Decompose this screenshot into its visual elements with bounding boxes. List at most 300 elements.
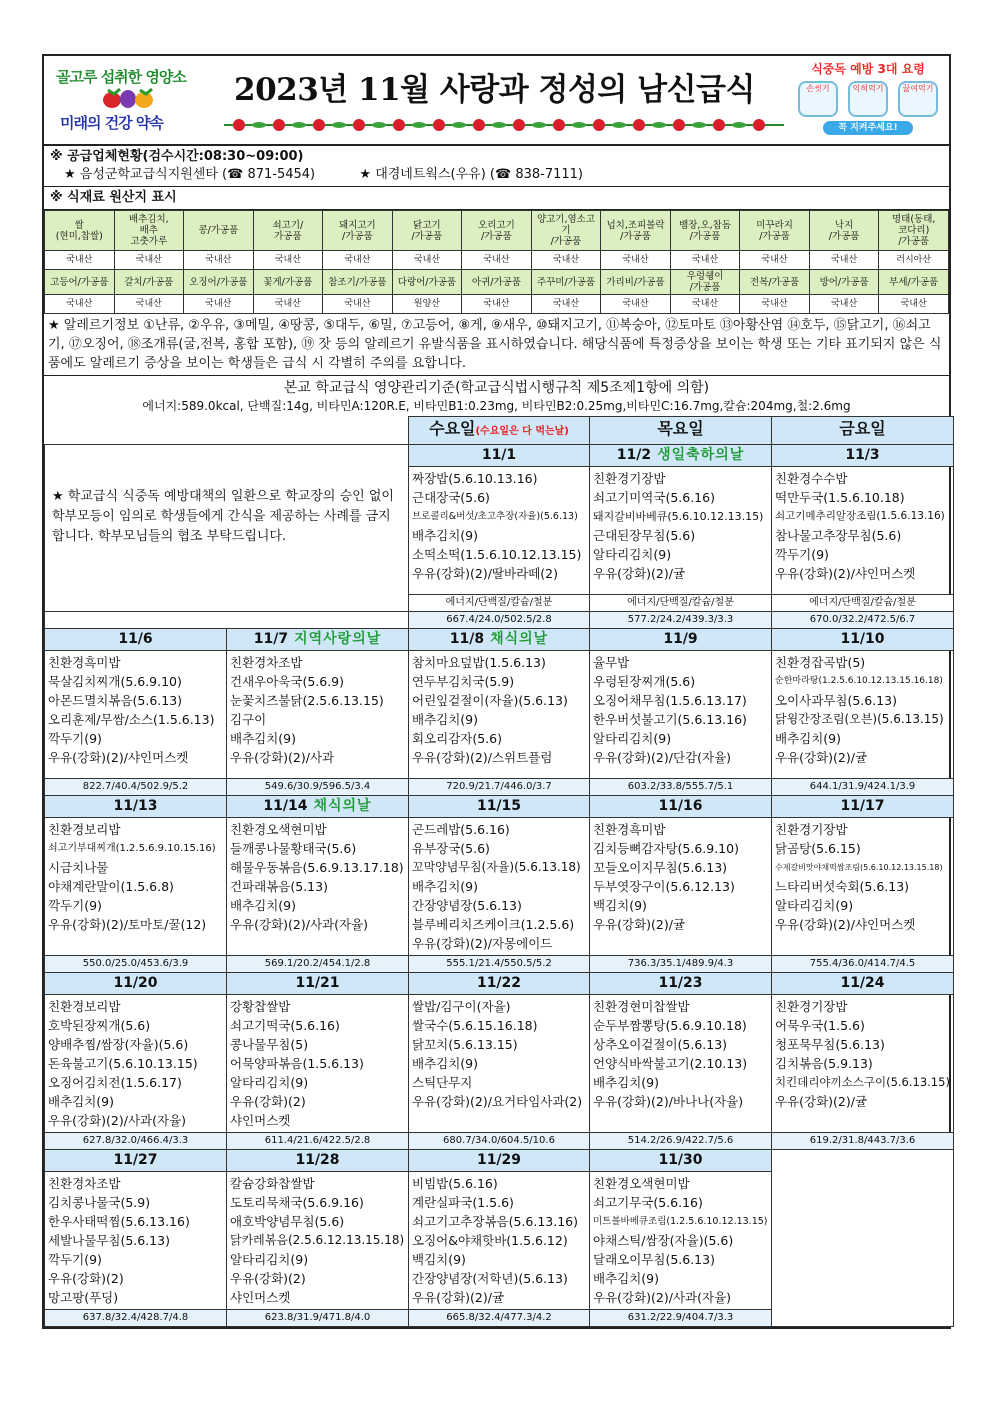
menu-item: 알타리김치(9) xyxy=(230,1075,309,1090)
origin-table xyxy=(44,210,949,314)
menu-item: 두부엿장구이(5.6.12.13) xyxy=(593,879,735,894)
menu-item: 오징어&야채핫바(1.5.6.12) xyxy=(412,1233,568,1248)
nutrition-value: 822.7/40.4/502.9/5.2 xyxy=(45,779,227,796)
date-label: 11/15 xyxy=(476,798,522,814)
menu-item: 꼬막양념무침(자율)(5.6.13.18) xyxy=(412,860,581,874)
origin-country: 원양산 xyxy=(392,295,462,314)
menu-cell xyxy=(772,467,954,595)
menu-item: 아몬드멸치볶음(5.6.13) xyxy=(48,693,183,708)
menu-cell xyxy=(590,818,772,956)
menu-item: 알타리김치(9) xyxy=(230,1252,309,1267)
origin-item: 낙지 /가공품 xyxy=(809,211,879,251)
origin-country: 국내산 xyxy=(809,295,879,314)
menu-item: 오징어채무침(1.5.6.13.17) xyxy=(593,693,747,708)
day-friday: 금요일 xyxy=(772,417,954,445)
origin-item: 가리비/가공품 xyxy=(601,270,671,295)
nutrition-value: 627.8/32.0/466.4/3.3 xyxy=(45,1133,227,1150)
origin-country: 국내산 xyxy=(114,295,184,314)
menu-cell xyxy=(409,1172,590,1310)
logo-line1: 골고루 섭취한 영양소 xyxy=(56,68,186,86)
origin-item: 고등어/가공품 xyxy=(45,270,115,295)
menu-item: 깍두기(9) xyxy=(48,898,102,913)
nutrition-value: 514.2/26.9/422.7/5.6 xyxy=(590,1133,772,1150)
origin-item: 갈치/가공품 xyxy=(114,270,184,295)
menu-item: 친환경보리밥 xyxy=(48,999,121,1014)
supplier-item: ★ 음성군학교급식지원센타 (☎ 871-5454) xyxy=(64,167,316,182)
menu-item: 친환경보리밥 xyxy=(48,822,121,837)
date-label: 11/1 xyxy=(481,447,517,463)
origin-item: 참조기/가공품 xyxy=(323,270,393,295)
menu-cell xyxy=(590,651,772,779)
menu-cell xyxy=(409,818,590,956)
menu-item: 돈육불고기(5.6.10.13.15) xyxy=(48,1056,198,1071)
menu-item: 도토리묵채국(5.6.9.16) xyxy=(230,1195,364,1210)
origin-item: 양고기,염소고기 /가공품 xyxy=(531,211,601,251)
menu-item: 우유(강화)(2)/스위트플럼 xyxy=(412,750,553,765)
menu-item: 쇠고기고추장볶음(5.6.13.16) xyxy=(412,1214,578,1229)
menu-item: 칼슘강화찹쌀밥 xyxy=(230,1176,315,1191)
menu-item: 쇠고기부대찌개(1.2.5.6.9.10.15.16) xyxy=(48,843,216,854)
menu-item: 우유(강화)(2)/단감(자율) xyxy=(593,750,732,765)
nutrition-value: 667.4/24.0/502.5/2.8 xyxy=(409,612,590,629)
origin-item: 배추김치, 배추 고춧가루 xyxy=(114,211,184,251)
week-nutrition-row xyxy=(45,779,954,796)
origin-country: 국내산 xyxy=(740,251,810,270)
origin-section xyxy=(44,187,949,210)
menu-item: 언양식바싹불고기(2.10.13) xyxy=(593,1056,748,1071)
menu-item: 들깨콩나물황태국(5.6) xyxy=(230,841,357,856)
menu-item: 오징어김치전(1.5.6.17) xyxy=(48,1075,182,1090)
menu-item: 깍두기(9) xyxy=(48,731,102,746)
nutrition-standard-title: 본교 학교급식 영양관리기준(학교급식법시행규칙 제5조제1항에 의함) xyxy=(283,380,710,396)
date-label: 11/13 xyxy=(113,798,158,814)
menu-item: 건파래볶음(5.13) xyxy=(230,879,328,894)
menu-item: 유부장국(5.6) xyxy=(412,841,490,856)
date-header xyxy=(590,1150,772,1172)
menu-item: 세발나물무침(5.6.13) xyxy=(48,1233,170,1248)
menu-item: 백김치(9) xyxy=(412,1252,466,1267)
menu-cell xyxy=(45,818,227,956)
menu-item: 샤인머스켓 xyxy=(230,1290,291,1305)
date-header xyxy=(227,629,409,651)
day-thursday: 목요일 xyxy=(590,417,772,445)
menu-item: 김치볶음(5.9.13) xyxy=(775,1056,873,1071)
menu-item: 쌀밥/김구이(자율) xyxy=(412,999,511,1014)
menu-item: 김구이 xyxy=(230,712,267,727)
menu-item: 야채계란말이(1.5.6.8) xyxy=(48,879,174,894)
menu-item: 쇠고기무국(5.6.16) xyxy=(593,1195,703,1210)
origin-item: 넙치,조피볼락 /가공품 xyxy=(601,211,671,251)
menu-item: 한우버섯불고기(5.6.13.16) xyxy=(593,712,747,727)
event-label: 채식의날 xyxy=(313,798,372,814)
origin-country: 러시아산 xyxy=(879,251,949,270)
menu-item: 닭카레볶음(2.5.6.12.13.15.18) xyxy=(230,1233,405,1247)
menu-item: 친환경흑미밥 xyxy=(593,822,666,837)
menu-item: 친환경흑미밥 xyxy=(48,655,121,670)
week-date-row xyxy=(45,796,954,818)
menu-item: 우유(강화)(2)/딸바라떼(2) xyxy=(412,566,558,581)
date-label: 11/20 xyxy=(113,975,158,991)
menu-item: 야채스틱/쌈장(자율)(5.6) xyxy=(593,1233,734,1248)
date-header xyxy=(409,973,590,995)
menu-item: 알타리김치(9) xyxy=(593,731,672,746)
menu-item: 배추김치(9) xyxy=(230,731,297,746)
menu-item: 청포묵무침(5.6.13) xyxy=(775,1037,885,1052)
origin-item: 방어/가공품 xyxy=(809,270,879,295)
menu-cell xyxy=(409,651,590,779)
menu-item: 율무밥 xyxy=(593,655,630,670)
menu-item: 친환경오색현미밥 xyxy=(593,1176,690,1191)
nutrition-header: 에너지/단백질/칼슘/철분 xyxy=(409,595,590,612)
nutrition-standard-values: 에너지:589.0kcal, 단백질:14g, 비타민A:120R.E, 비타민B1:0.23mg, 비타민B2:0.25mg,비타민C:16.7mg,칼슘:204mg,철:2.6mg xyxy=(142,399,851,413)
origin-item: 미꾸라지 /가공품 xyxy=(740,211,810,251)
date-header xyxy=(227,796,409,818)
nutrition-value: 720.9/21.7/446.0/3.7 xyxy=(409,779,590,796)
origin-item: 꽃게/가공품 xyxy=(253,270,323,295)
origin-item: 오리고기 /가공품 xyxy=(462,211,532,251)
date-label: 11/6 xyxy=(118,631,153,647)
menu-cell xyxy=(227,995,409,1133)
menu-item: 배추김치(9) xyxy=(412,879,479,894)
menu-item: 애호박양념무침(5.6) xyxy=(230,1214,345,1229)
menu-item: 눈꽃치즈불닭(2.5.6.13.15) xyxy=(230,693,384,708)
menu-cell xyxy=(45,1172,227,1310)
menu-cell xyxy=(45,995,227,1133)
menu-item: 참치마요덮밥(1.5.6.13) xyxy=(412,655,546,670)
nutrition-value: 631.2/22.9/404.7/3.3 xyxy=(590,1310,772,1327)
menu-item: 우유(강화)(2)/귤 xyxy=(775,1094,868,1109)
date-label: 11/9 xyxy=(663,631,698,647)
menu-item: 비빔밥(5.6.16) xyxy=(412,1176,498,1191)
nutrition-value: 680.7/34.0/604.5/10.6 xyxy=(409,1133,590,1150)
menu-cell xyxy=(45,651,227,779)
origin-item: 다랑어/가공품 xyxy=(392,270,462,295)
logo-line2: 미래의 건강 약속 xyxy=(60,114,163,132)
menu-item: 우유(강화)(2)/사과(자율) xyxy=(593,1290,732,1305)
menu-item: 꼬들오이지무침(5.6.13) xyxy=(593,860,728,875)
menu-table xyxy=(44,416,954,1327)
nutrition-value: 555.1/21.4/550.5/5.2 xyxy=(409,956,590,973)
menu-item: 쇠고기떡국(5.6.16) xyxy=(230,1018,340,1033)
origin-country: 국내산 xyxy=(323,295,393,314)
menu-item: 계란실파국(1.5.6) xyxy=(412,1195,514,1210)
menu-item: 떡만두국(1.5.6.10.18) xyxy=(775,490,905,505)
menu-cell xyxy=(590,995,772,1133)
menu-item: 달래오이무침(5.6.13) xyxy=(593,1252,715,1267)
menu-item: 어묵우국(1.5.6) xyxy=(775,1018,865,1033)
menu-item: 배추김치(9) xyxy=(412,528,479,543)
supplier-list xyxy=(44,166,949,186)
menu-item: 닭윙간장조림(오븐)(5.6.13.15) xyxy=(775,712,944,726)
date-label: 11/14 xyxy=(263,798,308,814)
supplier-section xyxy=(44,146,949,187)
menu-item: 배추김치(9) xyxy=(48,1094,115,1109)
menu-item: 우유(강화)(2)/샤인머스켓 xyxy=(775,566,916,581)
nutrition-value: 549.6/30.9/596.5/3.4 xyxy=(227,779,409,796)
origin-country: 국내산 xyxy=(740,295,810,314)
date-label: 11/17 xyxy=(840,798,885,814)
blank-cell xyxy=(45,612,409,629)
menu-item: 해물우동볶음(5.6.9.13.17.18) xyxy=(230,860,404,875)
menu-item: 친환경차조밥 xyxy=(230,655,303,670)
date-label: 11/2 xyxy=(616,447,652,463)
menu-item: 짜장밥(5.6.10.13.16) xyxy=(412,471,538,486)
nutrition-value: 736.3/35.1/489.9/4.3 xyxy=(590,956,772,973)
menu-item: 양배추찜/쌈장(자율)(5.6) xyxy=(48,1037,189,1052)
origin-country: 국내산 xyxy=(601,295,671,314)
nutrition-value: 603.2/33.8/555.7/5.1 xyxy=(590,779,772,796)
origin-country: 국내산 xyxy=(253,251,323,270)
event-label: 생일축하의날 xyxy=(657,447,745,463)
menu-item: 배추김치(9) xyxy=(775,731,842,746)
nutrition-standard xyxy=(44,376,949,416)
nutrition-value: 577.2/24.2/439.3/3.3 xyxy=(590,612,772,629)
menu-item: 우렁된장찌개(5.6) xyxy=(593,674,696,689)
menu-item: 친환경기장밥 xyxy=(775,822,848,837)
origin-item: 부세/가공품 xyxy=(879,270,949,295)
nutrition-value: 611.4/21.6/422.5/2.8 xyxy=(227,1133,409,1150)
menu-item: 우유(강화)(2)/바나나(자율) xyxy=(593,1094,744,1109)
origin-country: 국내산 xyxy=(184,251,254,270)
menu-item: 깍두기(9) xyxy=(775,547,829,562)
menu-item: 친환경차조밥 xyxy=(48,1176,121,1191)
nutrition-value: 550.0/25.0/453.6/3.9 xyxy=(45,956,227,973)
menu-item: 우유(강화)(2)/샤인머스켓 xyxy=(775,917,916,932)
menu-item: 배추김치(9) xyxy=(230,898,297,913)
menu-item: 배추김치(9) xyxy=(593,1271,660,1286)
menu-item: 백김치(9) xyxy=(593,898,647,913)
menu-item: 어묵양파볶음(1.5.6.13) xyxy=(230,1056,364,1071)
menu-item: 김치콩나물국(5.9) xyxy=(48,1195,151,1210)
date-header xyxy=(772,629,954,651)
menu-cell xyxy=(409,995,590,1133)
date-label: 11/7 xyxy=(253,631,289,647)
origin-item: 쌀 (현미,찹쌀) xyxy=(45,211,115,251)
menu-item: 닭꼬치(5.6.13.15) xyxy=(412,1037,518,1052)
menu-item: 참나물고추장무침(5.6) xyxy=(775,528,902,543)
rules-title: 식중독 예방 3대 요령 xyxy=(811,62,925,76)
date-label: 11/30 xyxy=(658,1152,703,1168)
menu-item: 미트볼바베큐조림(1.2.5.6.10.12.13.15) xyxy=(593,1216,768,1227)
vegetables-icon xyxy=(100,86,160,110)
menu-item: 우유(강화)(2)/사과(자율) xyxy=(230,917,369,932)
week-nutrition-row xyxy=(45,1133,954,1150)
origin-country: 국내산 xyxy=(670,295,740,314)
event-label: 채식의날 xyxy=(490,631,549,647)
origin-country: 국내산 xyxy=(601,251,671,270)
menu-item: 알타리김치(9) xyxy=(593,547,672,562)
origin-item: 콩/가공품 xyxy=(184,211,254,251)
date-header xyxy=(772,796,954,818)
date-label: 11/28 xyxy=(295,1152,340,1168)
nutrition-value: 755.4/36.0/414.7/4.5 xyxy=(772,956,954,973)
notice-cell xyxy=(45,445,409,612)
snack-notice: ★ 학교급식 식중독 예방대책의 일환으로 학교장의 승인 없이 학부모등이 임의로 학생들에게 간식을 제공하는 사례를 금지합니다. 학부모님들의 협조 부탁드립니다. xyxy=(52,489,394,544)
menu-item: 우유(강화)(2)/귤 xyxy=(775,750,868,765)
menu-item: 우유(강화)(2)/귤 xyxy=(412,1290,505,1305)
menu-cell xyxy=(227,1172,409,1310)
menu-item: 한우사태떡찜(5.6.13.16) xyxy=(48,1214,190,1229)
nutrition-value: 665.8/32.4/477.3/4.2 xyxy=(409,1310,590,1327)
menu-item: 배추김치(9) xyxy=(593,1075,660,1090)
origin-country: 국내산 xyxy=(462,251,532,270)
menu-item: 우유(강화)(2) xyxy=(48,1271,124,1286)
menu-sheet xyxy=(42,54,951,1329)
menu-item: 우유(강화)(2)/사과(자율) xyxy=(48,1113,187,1128)
menu-item: 닭곰탕(5.6.15) xyxy=(775,841,861,856)
menu-item: 순두부짬뽕탕(5.6.9.10.18) xyxy=(593,1018,747,1033)
date-label: 11/23 xyxy=(658,975,703,991)
page-title: 2023년 11월 사랑과 정성의 남신급식 xyxy=(234,72,755,108)
menu-cell xyxy=(227,651,409,779)
date-header xyxy=(409,1150,590,1172)
menu-cell xyxy=(772,995,954,1133)
date-label: 11/10 xyxy=(840,631,885,647)
menu-item: 오리훈제/무쌈/소스(1.5.6.13) xyxy=(48,712,215,727)
date-label: 11/8 xyxy=(449,631,485,647)
menu-item: 어린잎겉절이(자율)(5.6.13) xyxy=(412,693,568,708)
origin-country: 국내산 xyxy=(670,251,740,270)
menu-item: 간장양념장(5.6.13) xyxy=(412,898,522,913)
menu-item: 콩나물무침(5) xyxy=(230,1037,309,1052)
menu-cell xyxy=(772,818,954,956)
allergy-info: ★ 알레르기정보 ①난류, ②우유, ③메밀, ④땅콩, ⑤대두, ⑥밀, ⑦고등어, ⑧게, ⑨새우, ⑩돼지고기, ⑪복숭아, ⑫토마토 ⑬아황산염 ⑭호두, ⑮닭고기, ⑯쇠고기, ⑰오징어, ⑱조개류(굴,전복, 홍합 포함), ⑲ 잣 등의 알레르기 유발식품을 표시하였습니다. 해당식품에 특정증상을 보이는 학생 또는 기타 표기되지 않은 식품에도 알레르기 증상을 보이는 학생들은 급식 시 각별히 주의를 요합니다. xyxy=(44,314,949,376)
day-wednesday: 수요일(수요일은 다 먹는날) xyxy=(409,417,590,445)
date-header xyxy=(772,973,954,995)
date-label: 11/21 xyxy=(295,975,340,991)
menu-item: 샤인머스켓 xyxy=(230,1113,291,1128)
week-menu-row xyxy=(45,995,954,1133)
date-label: 11/24 xyxy=(840,975,885,991)
nutrition-value: 623.8/31.9/471.8/4.0 xyxy=(227,1310,409,1327)
supplier-item: ★ 대경네트웍스(우유) (☎ 838-7111) xyxy=(359,167,583,182)
menu-item: 친환경잡곡밥(5) xyxy=(775,655,866,670)
event-label: 지역사랑의날 xyxy=(294,631,382,647)
menu-item: 순한마라탕(1.2.5.6.10.12.13.15.16.18) xyxy=(775,676,943,686)
nutrition-value: 619.2/31.8/443.7/3.6 xyxy=(772,1133,954,1150)
origin-country: 국내산 xyxy=(809,251,879,270)
origin-country: 국내산 xyxy=(45,295,115,314)
menu-item: 쌀국수(5.6.15.16.18) xyxy=(412,1018,538,1033)
menu-item: 알타리김치(9) xyxy=(775,898,854,913)
origin-item: 주꾸미/가공품 xyxy=(531,270,601,295)
menu-item: 곤드레밥(5.6.16) xyxy=(412,822,510,837)
origin-country: 국내산 xyxy=(45,251,115,270)
menu-item: 우유(강화)(2)/사과 xyxy=(230,750,335,765)
date-header xyxy=(409,629,590,651)
menu-cell xyxy=(227,818,409,956)
date-header xyxy=(227,973,409,995)
origin-item: 닭고기 /가공품 xyxy=(392,211,462,251)
date-label: 11/27 xyxy=(113,1152,158,1168)
menu-item: 오이사과무침(5.6.13) xyxy=(775,693,897,708)
date-header xyxy=(227,1150,409,1172)
origin-item: 명태(동태, 코다리) /가공품 xyxy=(879,211,949,251)
menu-item: 스틱단무지 xyxy=(412,1075,473,1090)
menu-item: 간장양념장(저학년)(5.6.13) xyxy=(412,1271,568,1286)
date-header xyxy=(590,629,772,651)
menu-item: 우유(강화)(2)/샤인머스켓 xyxy=(48,750,189,765)
menu-cell xyxy=(409,467,590,595)
menu-item: 상추오이겉절이(5.6.13) xyxy=(593,1037,728,1052)
blank-cell xyxy=(45,417,409,445)
date-header xyxy=(590,445,772,467)
blank-cell xyxy=(772,1150,954,1327)
rules-banner: 꼭 지켜주세요! xyxy=(823,121,913,135)
origin-country: 국내산 xyxy=(114,251,184,270)
origin-country: 국내산 xyxy=(253,295,323,314)
nutrition-value: 637.8/32.4/428.7/4.8 xyxy=(45,1310,227,1327)
menu-item: 쇠고기메추리알장조림(1.5.6.13.16) xyxy=(775,510,945,522)
menu-item: 우유(강화)(2)/귤 xyxy=(593,566,686,581)
menu-item: 배추김치(9) xyxy=(412,1056,479,1071)
week-date-row xyxy=(45,629,954,651)
menu-item: 깍두기(9) xyxy=(48,1252,102,1267)
week-menu-row xyxy=(45,818,954,956)
header xyxy=(44,56,949,146)
origin-country: 국내산 xyxy=(462,295,532,314)
origin-country: 국내산 xyxy=(184,295,254,314)
week-date-row xyxy=(45,973,954,995)
cook-icon: 익혀먹기 xyxy=(848,81,888,117)
origin-country: 국내산 xyxy=(879,295,949,314)
origin-item: 우렁쉥이 /가공품 xyxy=(670,270,740,295)
menu-item: 우유(강화)(2) xyxy=(230,1271,306,1286)
menu-item: 친환경기장밥 xyxy=(775,999,848,1014)
date-header xyxy=(772,445,954,467)
menu-item: 친환경기장밥 xyxy=(593,471,666,486)
menu-item: 브로콜리&버섯/초고추장(자율)(5.6.13) xyxy=(412,511,578,522)
origin-item: 뱀장,오,참돔 /가공품 xyxy=(670,211,740,251)
date-header xyxy=(45,796,227,818)
date-header xyxy=(45,1150,227,1172)
date-label: 11/3 xyxy=(845,447,880,463)
date-label: 11/22 xyxy=(476,975,522,991)
menu-item: 건새우아욱국(5.6.9) xyxy=(230,674,345,689)
date-header xyxy=(590,796,772,818)
menu-cell xyxy=(590,1172,772,1310)
date-header xyxy=(409,445,590,467)
logo xyxy=(52,62,200,138)
nutrition-header: 에너지/단백질/칼슘/철분 xyxy=(590,595,772,612)
week-date-row xyxy=(45,1150,954,1172)
menu-item: 강황찹쌀밥 xyxy=(230,999,291,1014)
nutrition-header: 에너지/단백질/칼슘/철분 xyxy=(772,595,954,612)
menu-item: 우유(강화)(2)/토마토/꿀(12) xyxy=(48,917,207,932)
week-nutrition-row xyxy=(45,956,954,973)
nutrition-value: 569.1/20.2/454.1/2.8 xyxy=(227,956,409,973)
origin-country: 국내산 xyxy=(392,251,462,270)
boil-icon: 끓여먹기 xyxy=(898,81,938,117)
supplier-title: ※ 공급업체현황(검수시간:08:30~09:00) xyxy=(50,149,304,164)
menu-item: 친환경수수밥 xyxy=(775,471,848,486)
origin-item: 돼지고기 /가공품 xyxy=(323,211,393,251)
date-header xyxy=(45,629,227,651)
origin-item: 아귀/가공품 xyxy=(462,270,532,295)
menu-item: 친환경현미찹쌀밥 xyxy=(593,999,690,1014)
nutrition-value: 670.0/32.2/472.5/6.7 xyxy=(772,612,954,629)
menu-item: 우유(강화)(2) xyxy=(230,1094,306,1109)
nutrition-value: 644.1/31.9/424.1/3.9 xyxy=(772,779,954,796)
menu-item: 소떡소떡(1.5.6.10.12.13.15) xyxy=(412,547,582,562)
menu-item: 우유(강화)(2)/요거타임사과(2) xyxy=(412,1094,583,1109)
date-header xyxy=(590,973,772,995)
menu-item: 김치등뼈감자탕(5.6.9.10) xyxy=(593,841,739,856)
menu-cell xyxy=(772,651,954,779)
menu-item: 묵살김치찌개(5.6.9.10) xyxy=(48,674,182,689)
menu-item: 회오리감자(5.6) xyxy=(412,731,503,746)
menu-item: 우유(강화)(2)/자몽에이드 xyxy=(412,936,553,951)
